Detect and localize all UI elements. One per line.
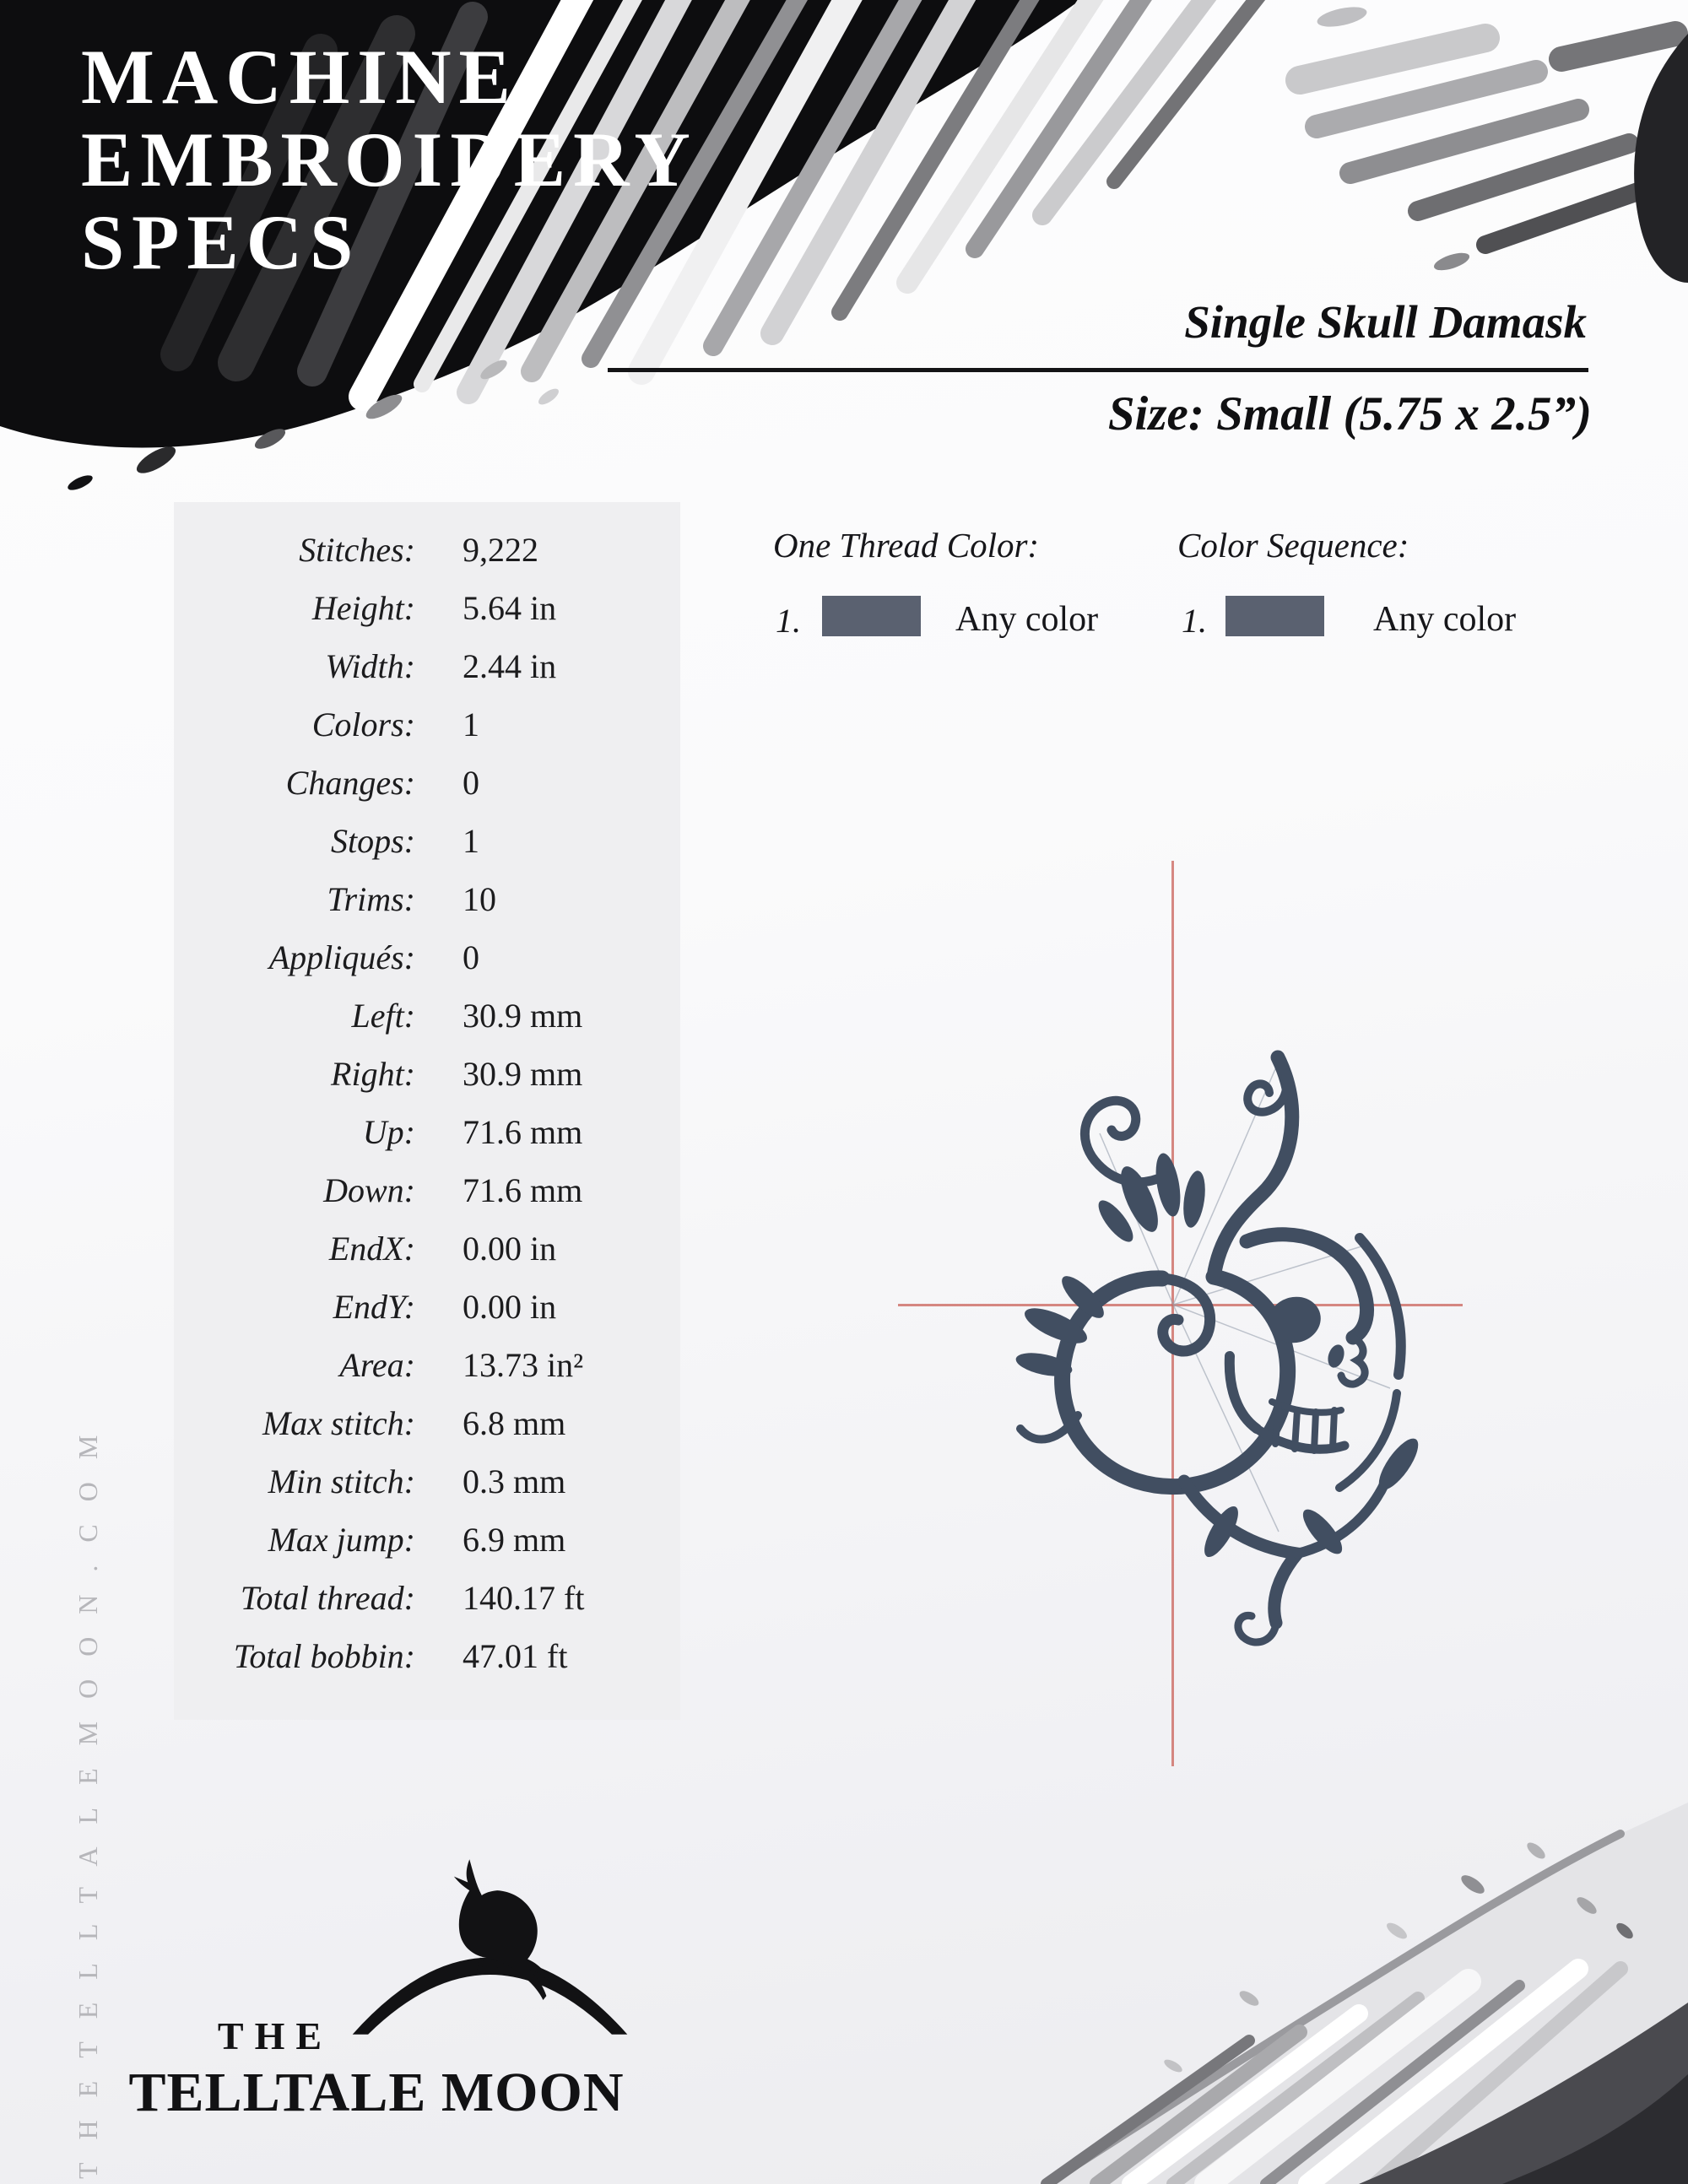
footer-brush-art [996, 1787, 1688, 2184]
crow-icon [454, 1859, 551, 2000]
spec-panel [174, 502, 680, 1720]
spec-value: 9,222 [463, 531, 538, 569]
spec-value: 6.9 mm [463, 1521, 566, 1559]
spec-label: Left: [351, 997, 415, 1035]
page-title-line2: EMBROIDERY [81, 116, 698, 203]
spec-value: 140.17 ft [463, 1579, 585, 1617]
spec-label: Trims: [327, 880, 415, 918]
spec-row [174, 588, 680, 646]
spec-row [174, 1578, 680, 1636]
embroidery-preview [1000, 1025, 1473, 1667]
spec-label: Max stitch: [262, 1404, 415, 1442]
spec-value: 71.6 mm [463, 1171, 583, 1209]
spec-row [174, 1112, 680, 1170]
spec-row [174, 1054, 680, 1112]
spec-row [174, 1345, 680, 1403]
thread-item-label: Any color [955, 600, 1099, 639]
spec-row [174, 763, 680, 821]
page-title [81, 35, 1009, 284]
spec-row [174, 646, 680, 705]
spec-value: 1 [463, 705, 479, 743]
spec-row [174, 938, 680, 996]
spec-value: 30.9 mm [463, 997, 583, 1035]
spec-value: 0.3 mm [463, 1462, 566, 1500]
spec-label: Stops: [331, 822, 415, 860]
spec-value: 13.73 in² [463, 1346, 584, 1384]
spec-label: Area: [339, 1346, 415, 1384]
spec-value: 30.9 mm [463, 1055, 583, 1093]
sequence-item-index: 1. [1182, 602, 1207, 640]
spec-row [174, 1287, 680, 1345]
design-size: Size: Small (5.75 x 2.5”) [1107, 387, 1592, 441]
spec-label: Appliqués: [268, 938, 415, 976]
website-vertical-text: THETELLTALEMOON.COM [73, 1412, 103, 2179]
spec-value: 2.44 in [463, 647, 557, 685]
color-sequence-heading: Color Sequence: [1177, 526, 1409, 565]
spec-row [174, 1462, 680, 1520]
spec-label: EndX: [328, 1230, 415, 1268]
spec-label: Changes: [285, 764, 415, 802]
brand-word-telltale-moon: TELLTALE MOON [128, 2062, 625, 2123]
spec-label: Up: [362, 1113, 415, 1151]
spec-value: 5.64 in [463, 589, 557, 627]
spec-row [174, 879, 680, 938]
brand-word-the: THE [217, 2014, 333, 2057]
spec-value: 0.00 in [463, 1288, 557, 1326]
spec-label: Width: [325, 647, 415, 685]
spec-row [174, 1520, 680, 1578]
skull-eye-socket [1263, 1291, 1325, 1348]
spec-value: 47.01 ft [463, 1637, 568, 1675]
spec-row [174, 996, 680, 1054]
spec-label: EndY: [333, 1288, 415, 1326]
brush-topright-streaks [1300, 34, 1675, 245]
spec-label: Height: [311, 589, 415, 627]
spec-value: 6.8 mm [463, 1404, 566, 1442]
spec-value: 0.00 in [463, 1230, 557, 1268]
spec-label: Down: [323, 1171, 415, 1209]
spec-value: 0 [463, 764, 479, 802]
sequence-color-swatch [1225, 596, 1324, 636]
thread-item-index: 1. [776, 602, 801, 640]
spec-label: Total bobbin: [233, 1637, 415, 1675]
one-thread-color-heading: One Thread Color: [773, 526, 1040, 565]
spec-label: Total thread: [240, 1579, 415, 1617]
skull-nose [1325, 1343, 1347, 1370]
spec-row [174, 821, 680, 879]
sequence-item-label: Any color [1373, 600, 1517, 639]
page-title-line3: SPECS [81, 199, 361, 285]
thread-color-swatch [822, 596, 921, 636]
design-name: Single Skull Damask [1184, 296, 1587, 348]
spec-label: Stitches: [299, 531, 415, 569]
spec-value: 10 [463, 880, 496, 918]
spec-row [174, 1636, 680, 1695]
spec-label: Max jump: [268, 1521, 415, 1559]
brush-corner-dark [1634, 34, 1688, 283]
spec-row [174, 530, 680, 588]
spec-row [174, 705, 680, 763]
spec-label: Right: [331, 1055, 415, 1093]
spec-value: 71.6 mm [463, 1113, 583, 1151]
spec-row [174, 1229, 680, 1287]
spec-label: Min stitch: [268, 1462, 415, 1500]
spec-value: 1 [463, 822, 479, 860]
spec-value: 0 [463, 938, 479, 976]
spec-row [174, 1403, 680, 1462]
heading-divider [608, 368, 1588, 372]
page-title-line1: MACHINE [81, 34, 518, 120]
spec-row [174, 1170, 680, 1229]
spec-label: Colors: [311, 705, 415, 743]
